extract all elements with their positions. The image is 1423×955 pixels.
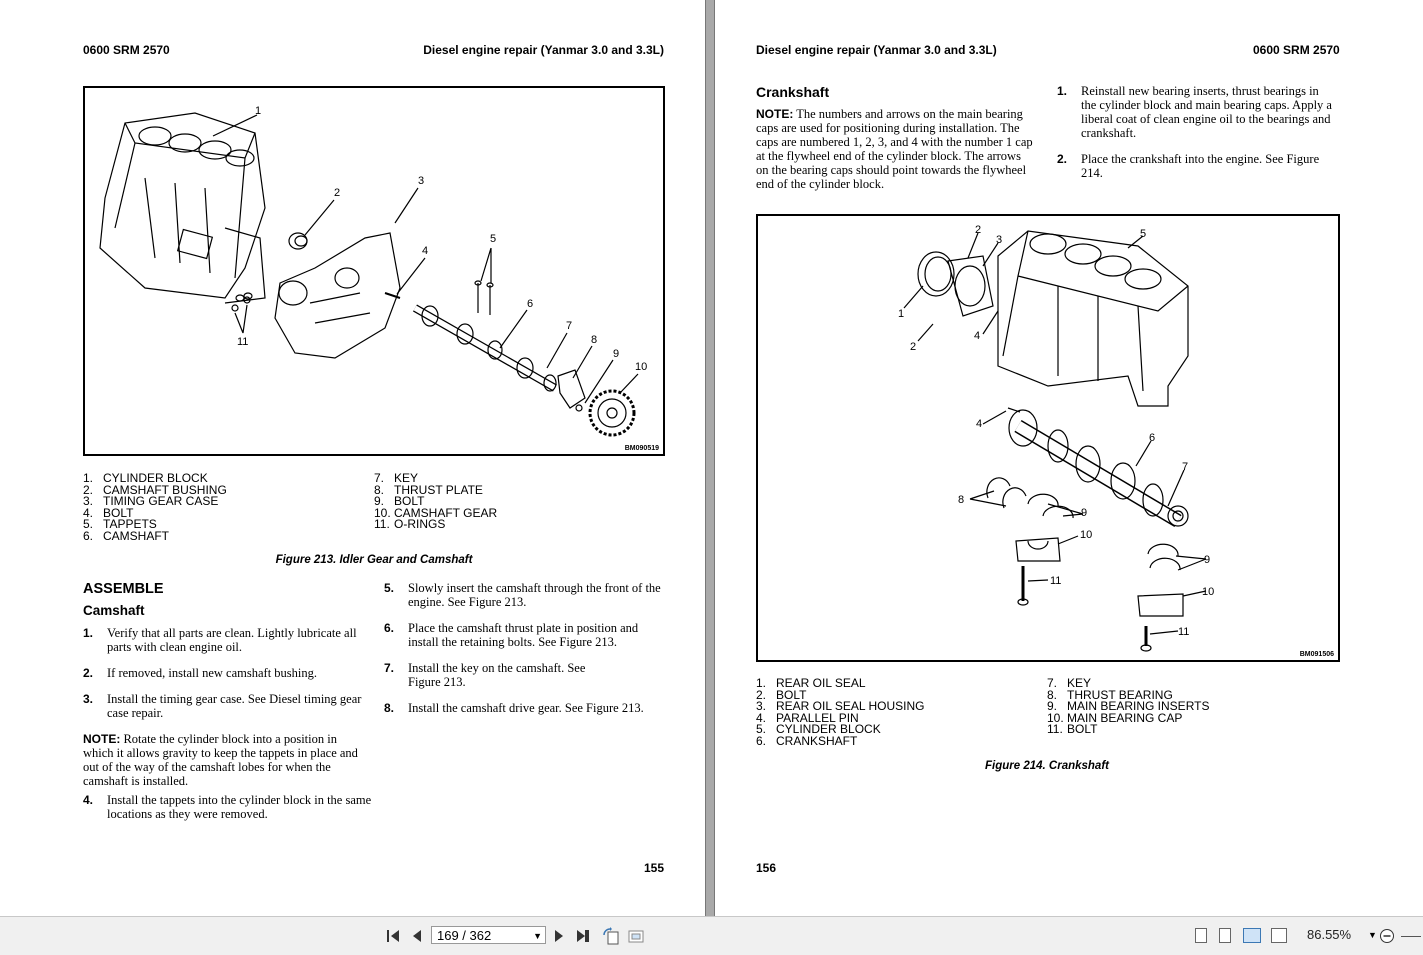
legend-item: 10. CAMSHAFT GEAR <box>374 505 498 520</box>
callout-7: 7 <box>1182 461 1189 473</box>
callout-2: 2 <box>334 187 341 199</box>
rotate-icon[interactable] <box>602 927 620 945</box>
legend-item: 2. BOLT <box>756 687 807 702</box>
callout-5: 5 <box>490 233 497 245</box>
zoom-level[interactable]: 86.55% <box>1307 927 1352 942</box>
legend-item: 1. CYLINDER BLOCK <box>83 471 208 485</box>
step-item: 8. Install the camshaft drive gear. See Figure 213. <box>384 701 644 715</box>
callout-10a: 10 <box>1080 529 1093 541</box>
zoom-dropdown-icon[interactable]: ▼ <box>1368 930 1377 940</box>
legend-item: 9. BOLT <box>374 494 425 509</box>
figure-code: BM091506 <box>1299 651 1334 658</box>
last-page-icon[interactable] <box>575 928 593 944</box>
right-page <box>714 0 1423 916</box>
zoom-slider[interactable] <box>1401 936 1421 937</box>
callout-2b: 2 <box>975 224 982 236</box>
legend-item: 9. MAIN BEARING INSERTS <box>1047 699 1210 714</box>
callout-4a: 4 <box>974 330 981 342</box>
legend-col2 <box>1047 678 1327 736</box>
header-left: 0600 SRM 2570 <box>83 43 170 57</box>
figure-caption: Figure 214. Crankshaft <box>985 760 1109 772</box>
callout-8: 8 <box>591 334 598 346</box>
crankshaft-heading: Crankshaft <box>756 84 830 100</box>
single-page-icon[interactable] <box>1195 928 1207 943</box>
callout-2a: 2 <box>910 341 917 353</box>
next-page-icon[interactable] <box>552 928 566 944</box>
assemble-heading: ASSEMBLE <box>83 581 164 597</box>
callout-9a: 9 <box>1081 507 1088 519</box>
callout-4: 4 <box>422 245 429 257</box>
step-item: 6. Place the camshaft thrust plate in position and install the retaining bolts. See Figure 213. <box>384 621 639 649</box>
figure-code: BM090519 <box>624 445 659 452</box>
legend-item: 5. TAPPETS <box>83 517 157 532</box>
callout-11a: 11 <box>1050 575 1062 587</box>
callout-6: 6 <box>1149 432 1156 444</box>
page-number: 155 <box>644 861 665 875</box>
crankshaft-exploded-diagram <box>758 216 1338 660</box>
step-item: 5. Slowly insert the camshaft through the front of the engine. See Figure 213. <box>384 581 661 609</box>
callout-10b: 10 <box>1202 586 1215 598</box>
callout-10: 10 <box>635 361 648 373</box>
legend-item: 4. PARALLEL PIN <box>756 710 859 725</box>
callout-11: 11 <box>237 336 249 348</box>
legend-col1 <box>756 678 1036 748</box>
left-page <box>0 0 706 916</box>
page-number-input[interactable]: 169 / 362 ▼ <box>431 926 546 944</box>
legend-item: 6. CAMSHAFT <box>83 528 169 543</box>
callout-5: 5 <box>1140 228 1147 240</box>
callout-9: 9 <box>613 348 620 360</box>
callout-4b: 4 <box>976 418 983 430</box>
header-right: Diesel engine repair (Yanmar 3.0 and 3.3L) <box>423 43 664 57</box>
figure-caption: Figure 213. Idler Gear and Camshaft <box>275 554 473 566</box>
page-number: 156 <box>756 861 777 875</box>
legend-item: 10. MAIN BEARING CAP <box>1047 710 1183 725</box>
legend-item: 2. CAMSHAFT BUSHING <box>83 482 227 497</box>
figure-213 <box>83 86 665 456</box>
continuous-icon[interactable] <box>1219 928 1231 943</box>
figure-214 <box>756 214 1340 662</box>
step-item: 3. Install the timing gear case. See Diesel timing gear case repair. <box>83 692 362 720</box>
note: NOTE: The numbers and arrows on the main bearing caps are used for positioning during installation. The caps are numbered 1, 2, 3, and 4 with the number 1 cap at the flywheel end of the cylinder block. The arrows on the bearing caps should point towards the flywheel end of the cylinder block. <box>756 107 1033 191</box>
pdf-toolbar <box>0 916 1423 955</box>
legend-item: 3. TIMING GEAR CASE <box>83 494 219 509</box>
legend-item: 4. BOLT <box>83 505 134 520</box>
callout-3: 3 <box>418 175 425 187</box>
facing-continuous-icon[interactable] <box>1271 928 1287 943</box>
zoom-out-icon[interactable] <box>1379 928 1395 944</box>
header-left: Diesel engine repair (Yanmar 3.0 and 3.3L) <box>756 43 997 57</box>
callout-7: 7 <box>566 320 573 332</box>
step-item: 1. Reinstall new bearing inserts, thrust bearings in the cylinder block and main bearing caps. Apply a liberal coat of clean engine oil to the bearings and crankshaft. <box>1057 84 1332 140</box>
header-right: 0600 SRM 2570 <box>1253 43 1340 57</box>
camshaft-exploded-diagram <box>85 88 663 454</box>
step-item: 2. If removed, install new camshaft bushing. <box>83 666 318 680</box>
first-page-icon[interactable] <box>385 928 401 944</box>
legend-item: 5. CYLINDER BLOCK <box>756 722 881 737</box>
camshaft-heading: Camshaft <box>83 603 145 618</box>
callout-8: 8 <box>958 494 965 506</box>
legend-item: 7. KEY <box>1047 676 1092 690</box>
legend-item: 11. O-RINGS <box>374 517 446 532</box>
legend-item: 6. CRANKSHAFT <box>756 733 858 748</box>
legend-item: 1. REAR OIL SEAL <box>756 676 866 690</box>
fit-icon[interactable] <box>627 927 645 945</box>
legend-item: 7. KEY <box>374 471 419 485</box>
callout-3: 3 <box>996 234 1003 246</box>
legend-item: 3. REAR OIL SEAL HOUSING <box>756 699 925 714</box>
callout-11b: 11 <box>1178 626 1190 638</box>
legend-item: 8. THRUST PLATE <box>374 482 483 497</box>
note: NOTE: Rotate the cylinder block into a position in which it allows gravity to keep the tappets in place and out of the way of the camshaft lobes for when the camshaft is installed. <box>83 732 358 788</box>
facing-icon[interactable] <box>1243 928 1261 943</box>
step-item: 2. Place the crankshaft into the engine. See Figure 214. <box>1057 152 1320 180</box>
legend-item: 11. BOLT <box>1047 722 1098 737</box>
step-item: 1. Verify that all parts are clean. Lightly lubricate all parts with clean engine oil. <box>83 626 357 654</box>
callout-1: 1 <box>898 308 905 320</box>
step-item: 4. Install the tappets into the cylinder block in the same locations as they were removed. <box>83 793 372 821</box>
callout-1: 1 <box>255 105 262 117</box>
legend-col2 <box>374 473 654 531</box>
callout-9b: 9 <box>1204 554 1211 566</box>
callout-6: 6 <box>527 298 534 310</box>
legend-col1 <box>83 473 363 543</box>
step-item: 7. Install the key on the camshaft. See Figure 213. <box>384 661 586 689</box>
legend-item: 8. THRUST BEARING <box>1047 687 1173 702</box>
prev-page-icon[interactable] <box>410 928 424 944</box>
